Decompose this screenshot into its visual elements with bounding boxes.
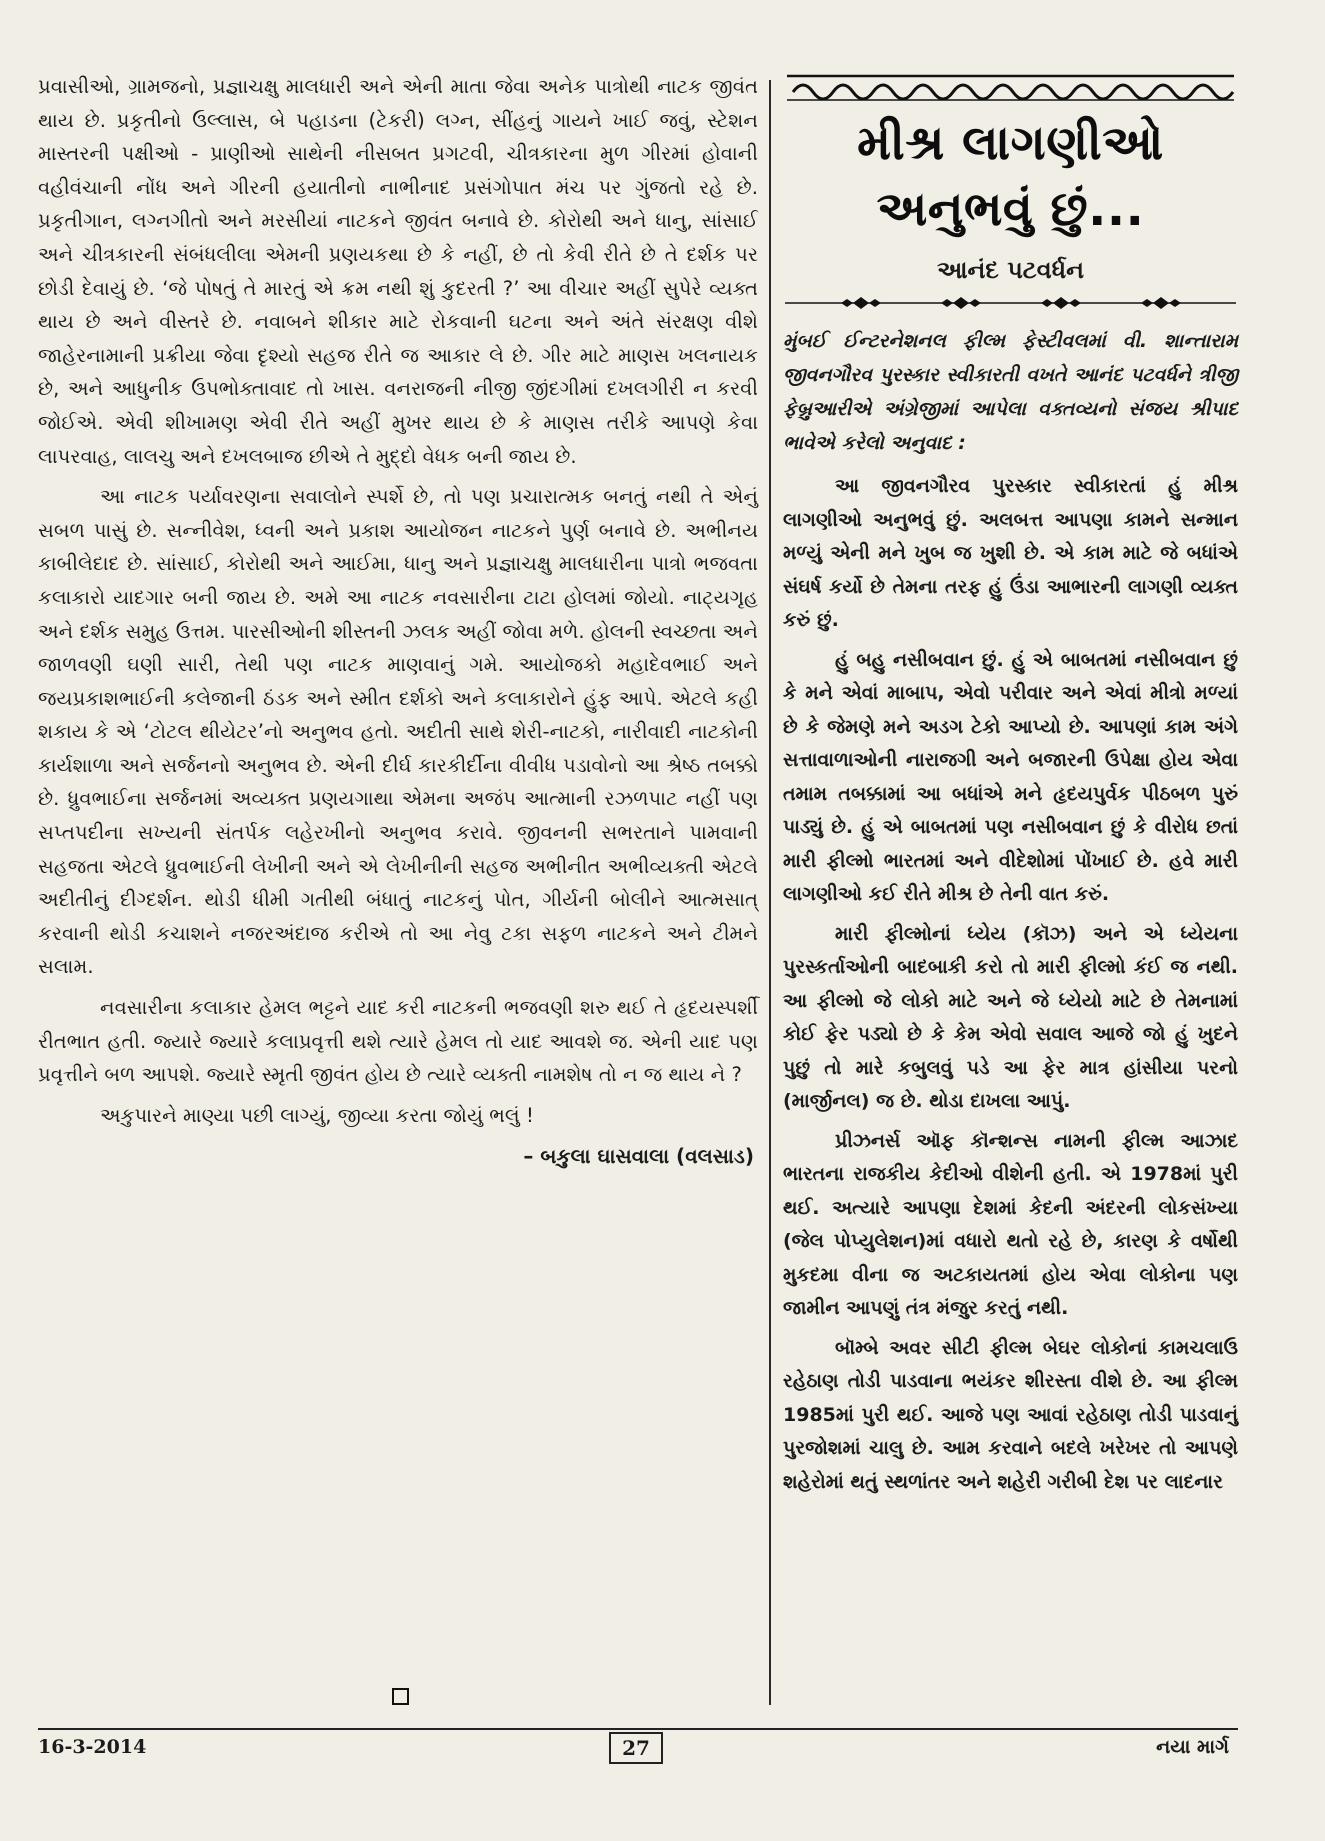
issue-date: 16-3-2014	[38, 1736, 147, 1758]
article-signature: – બકુલા ઘાસવાલા (વલસાડ)	[523, 1144, 754, 1169]
right-paragraph-3: મારી ફીલ્મોનાં ધ્યેય (કૉઝ) અને એ ધ્યેયના પુરસ્કર્તાઓની બાદબાકી કરો તો મારી ફીલ્મો કંઈ જ નથી. આ ફીલ્મો જે લોકો માટે અને જે ધ્યેયો માટે છે તેમનામાં કોઈ ફેર પડ્યો છે કે કેમ એવો સવાલ આજે જો હું ખુદને પુછું તો મારે કબુલવું પડે આ ફેર માત્ર હાંસીયા પરનો (માર્જીનલ) જ છે. થોડા દાખલા આપું.	[783, 922, 1238, 1112]
headline-line-1: મીશ્ર લાગણીઓ	[857, 115, 1164, 171]
right-paragraph-5: બૉમ્બે અવર સીટી ફીલ્મ બેઘર લોકોનાં કામચલાઉ રહેઠાણ તોડી પાડવાના ભયંકર શીરસ્તા વીશે છે. આ ફીલ્મ 1985માં પુરી થઈ. આજે પણ આવાં રહેઠાણ તોડી પાડવાનું પુરજોશમાં ચાલુ છે. આમ કરવાને બદલે ખરેખર તો આપણે શહેરોમાં થતું સ્થળાંતર અને શહેરી ગરીબી દેશ પર લાદનાર	[783, 1336, 1238, 1493]
column-divider	[769, 80, 771, 1705]
magazine-name: નયા માર્ગ	[1156, 1736, 1229, 1758]
right-paragraph-2: હું બહુ નસીબવાન છું. હું એ બાબતમાં નસીબવાન છું કે મને એવાં માબાપ, એવો પરીવાર અને એવાં મીત્રો મળ્યાં છે કે જેમણે મને અડગ ટેકો આપ્યો છે. આપણાં કામ અંગે સત્તાવાળાઓની નારાજગી અને બજારની ઉપેક્ષા હોય એવા તમામ તબક્કામાં આ બધાંએ મને હૃદયપુર્વક પીઠબળ પુરું પાડ્યું છે. હું એ બાબતમાં પણ નસીબવાન છું કે વીરોધ છતાં મારી ફીલ્મો ભારતમાં અને વીદેશોમાં પોંખાઈ છે. હવે મારી લાગણીઓ કઈ રીતે મીશ્ર છે તેની વાત કરું.	[783, 648, 1238, 905]
decorative-border-top	[783, 70, 1238, 104]
right-article-column	[783, 70, 1238, 1505]
left-paragraph-3: નવસારીના કલાકાર હેમલ ભટ્ટને યાદ કરી નાટકની ભજવણી શરુ થઈ તે હૃદયસ્પર્શી રીતભાત હતી. જ્યારે જ્યારે કલાપ્રવૃત્તી થશે ત્યારે હેમલ તો યાદ આવશે જ. એની યાદ પણ પ્રવૃત્તીને બળ આપશે. જ્યારે સ્મૃતી જીવંત હોય છે ત્યારે વ્યક્તી નામશેષ તો ન જ થાય ને ?	[38, 996, 758, 1087]
end-of-article-mark	[392, 1688, 409, 1705]
right-paragraph-4: પ્રીઝનર્સ ઑફ કૉન્શન્સ નામની ફીલ્મ આઝાદ ભારતના રાજકીય કેદીઓ વીશેની હતી. એ 1978માં પુરી થઈ. અત્યારે આપણા દેશમાં કેદની અંદરની લોકસંખ્યા (જેલ પોપ્યુલેશન)માં વધારો થતો રહે છે, કારણ કે વર્ષોથી મુકદમા વીના જ અટકાયતમાં હોય એવા લોકોના પણ જામીન આપણું તંત્ર મંજુર કરતું નથી.	[783, 1129, 1238, 1319]
article-intro: મુંબઈ ઈન્ટરનેશનલ ફીલ્મ ફેસ્ટીવલમાં વી. શાન્તારામ જીવનગૌરવ પુરસ્કાર સ્વીકારતી વખતે આનંદ પટવર્ધને ત્રીજી ફેબ્રુઆરીએ અંગ્રેજીમાં આપેલા વક્તવ્યનો સંજય શ્રીપાદ ભાવેએ કરેલો અનુવાદ :	[783, 330, 1238, 454]
page-footer	[0, 1728, 1325, 1788]
article-headline	[783, 110, 1238, 242]
decorative-divider	[783, 294, 1238, 312]
right-paragraph-1: આ જીવનગૌરવ પુરસ્કાર સ્વીકારતાં હું મીશ્ર લાગણીઓ અનુભવું છું. અલબત્ત આપણા કામને સન્માન મળ્યું એની મને ખુબ જ ખુશી છે. એ કામ માટે જે બધાંએ સંઘર્ષ કર્યો છે તેમના તરફ હું ઉંડા આભારની લાગણી વ્યક્ત કરું છું.	[783, 475, 1238, 631]
left-article-column	[38, 70, 758, 1173]
headline-line-2: અનુભવું છું...	[876, 181, 1145, 237]
page-number: 27	[609, 1732, 663, 1764]
left-paragraph-4: અકુપારને માણ્યા પછી લાગ્યું, જીવ્યા કરતા જોયું ભલું !	[100, 1103, 534, 1127]
left-paragraph-2: આ નાટક પર્યાવરણના સવાલોને સ્પર્શે છે, તો પણ પ્રચારાત્મક બનતું નથી તે એનું સબળ પાસું છે. સન્નીવેશ, ધ્વની અને પ્રકાશ આયોજન નાટકને પુર્ણ બનાવે છે. અભીનય કાબીલેદાદ છે. સાંસાઈ, કોરોથી અને આઈમા, ધાનુ અને પ્રજ્ઞાચક્ષુ માલધારીના પાત્રો ભજવતા કલાકારો યાદગાર બની જાય છે. અમે આ નાટક નવસારીના ટાટા હોલમાં જોયો. નાટ્યગૃહ અને દર્શક સમુહ ઉત્તમ. પારસીઓની શીસ્તની ઝલક અહીં જોવા મળે. હોલની સ્વચ્છતા અને જાળવણી ઘણી સારી, તેથી પણ નાટક માણવાનું ગમે. આયોજકો મહાદેવભાઈ અને જયપ્રકાશભાઈની કલેજાની ઠંડક અને સ્મીત દર્શકો અને કલાકારોને હુંફ આપે. એટલે કહી શકાય કે એ ‘ટોટલ થીયેટર’નો અનુભવ હતો. અદીતી સાથે શેરી-નાટકો, નારીવાદી નાટકોની કાર્યશાળા અને સર્જનનો અનુભવ છે. એની દીર્ઘ કારકીર્દીના વીવીધ પડાવોનો આ શ્રેષ્ઠ તબક્કો છે. ધ્રુવભાઈના સર્જનમાં અવ્યક્ત પ્રણયગાથા એમના અજંપ આત્માની રઝળપાટ નહીં પણ સપ્તપદીના સખ્યની સંતર્પક લહેરખીનો અનુભવ કરાવે. જીવનની સભરતાને પામવાની સહજતા એટલે ધ્રુવભાઈની લેખીની અને એ લેખીનીની સહજ અભીનીત અભીવ્યક્તી એટલે અદીતીનું દીગ્દર્શન. થોડી ધીમી ગતીથી બંધાતું નાટકનું પોત, ગીર્યની બોલીને આત્મસાત્ કરવાની થોડી કચાશને નજરઅંદાજ કરીએ તો આ નેવુ ટકા સફળ નાટકને અને ટીમને સલામ.	[38, 485, 758, 979]
left-paragraph-1: પ્રવાસીઓ, ગ્રામજનો, પ્રજ્ઞાચક્ષુ માલધારી અને એની માતા જેવા અનેક પાત્રોથી નાટક જીવંત થાય છે. પ્રકૃતીનો ઉલ્લાસ, બે પહાડના (ટેકરી) લગ્ન, સીંહનું ગાયને ખાઈ જવું, સ્ટેશન માસ્તરની પક્ષીઓ - પ્રાણીઓ સાથેની નીસબત પ્રગટવી, ચીત્રકારના મુળ ગીરમાં હોવાની વહીવંચાની નોંધ અને ગીરની હયાતીનો નાભીનાદ પ્રસંગોપાત મંચ પર ગુંજતો રહે છે. પ્રકૃતીગાન, લગ્નગીતો અને મરસીયાં નાટકને જીવંત બનાવે છે. કોરોથી અને ધાનુ, સાંસાઈ અને ચીત્રકારની સંબંધલીલા એમની પ્રણયકથા છે કે નહીં, છે તો કેવી રીતે છે તે દર્શક પર છોડી દેવાયું છે. ‘જે પોષતું તે મારતું એ ક્રમ નથી શું કુદરતી ?’ આ વીચાર અહીં સુપેરે વ્યક્ત થાય છે અને વીસ્તરે છે. નવાબને શીકાર માટે રોકવાની ઘટના અને અંતે સંરક્ષણ વીશે જાહેરનામાની પ્રક્રીયા જેવા દૃશ્યો સહજ રીતે જ આકાર લે છે. ગીર માટે માણસ ખલનાયક છે, અને આધુનીક ઉપભોક્તાવાદ તો ખાસ. વનરાજની નીજી જીંદગીમાં દખલગીરી ન કરવી જોઈએ. એવી શીખામણ એવી રીતે અહીં મુખર થાય છે કે માણસ તરીકે આપણે કેવા લાપરવાહ, લાલચુ અને દખલબાજ છીએ તે મુદ્દો વેધક બની જાય છે.	[38, 75, 758, 468]
article-byline: આનંદ પટવર્ધન	[937, 256, 1084, 284]
footer-rule	[38, 1728, 1238, 1730]
